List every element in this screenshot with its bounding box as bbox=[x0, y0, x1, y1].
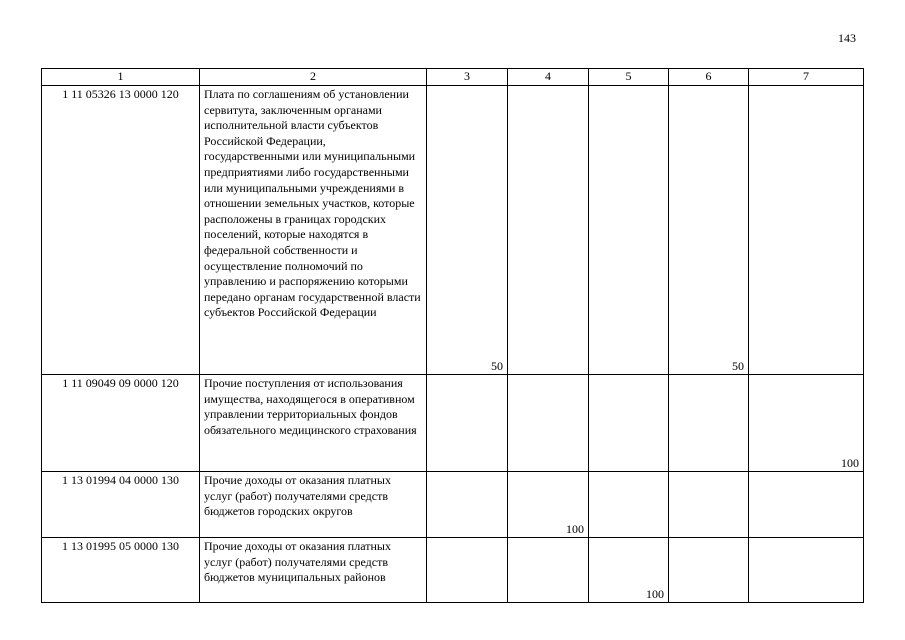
value-cell bbox=[427, 472, 508, 538]
value-cell bbox=[508, 538, 589, 603]
table-row bbox=[42, 472, 864, 538]
value-text: 50 bbox=[491, 359, 503, 373]
value-cell bbox=[589, 538, 669, 603]
column-header: 6 bbox=[669, 69, 749, 86]
value-text: 100 bbox=[566, 522, 584, 536]
value-cell bbox=[508, 472, 589, 538]
budget-code-cell: 1 11 05326 13 0000 120 bbox=[42, 86, 200, 375]
value-text: 50 bbox=[732, 359, 744, 373]
budget-code-cell: 1 13 01995 05 0000 130 bbox=[42, 538, 200, 603]
budget-code-cell: 1 13 01994 04 0000 130 bbox=[42, 472, 200, 538]
budget-code-cell: 1 11 09049 09 0000 120 bbox=[42, 375, 200, 472]
value-cell bbox=[749, 375, 864, 472]
column-header: 3 bbox=[427, 69, 508, 86]
table-row bbox=[42, 86, 864, 375]
value-cell bbox=[508, 375, 589, 472]
column-header: 1 bbox=[42, 69, 200, 86]
value-cell bbox=[508, 86, 589, 375]
value-cell bbox=[427, 538, 508, 603]
revenue-table bbox=[41, 68, 864, 603]
value-cell bbox=[589, 472, 669, 538]
value-cell bbox=[427, 86, 508, 375]
value-cell bbox=[669, 375, 749, 472]
column-header: 2 bbox=[200, 69, 427, 86]
value-cell bbox=[749, 472, 864, 538]
value-cell bbox=[589, 375, 669, 472]
value-text: 100 bbox=[841, 456, 859, 470]
value-cell bbox=[589, 86, 669, 375]
description-cell: Прочие доходы от оказания платных услуг (работ) получателями средств бюджетов городских округов bbox=[200, 472, 427, 538]
value-cell bbox=[749, 86, 864, 375]
column-header: 7 bbox=[749, 69, 864, 86]
page-number: 143 bbox=[838, 31, 856, 45]
value-cell bbox=[427, 375, 508, 472]
value-cell bbox=[749, 538, 864, 603]
description-cell: Плата по соглашениям об установлении сервитута, заключенным органами исполнительной власти субъектов Российской Федерации, государственными или муниципальными предприятиями либо государственными или муниципальными учреждениями в отношении земельных участков, которые расположены в границах городских поселений, которые находятся в федеральной собственности и осуществление полномочий по управлению и распоряжению которыми передано органам государственной власти субъектов Российской Федерации bbox=[200, 86, 427, 375]
value-cell bbox=[669, 472, 749, 538]
column-number-row bbox=[42, 69, 864, 86]
value-cell bbox=[669, 86, 749, 375]
value-text: 100 bbox=[646, 587, 664, 601]
column-header: 4 bbox=[508, 69, 589, 86]
description-cell: Прочие поступления от использования имущества, находящегося в оперативном управлении территориальных фондов обязательного медицинского страхования bbox=[200, 375, 427, 472]
value-cell bbox=[669, 538, 749, 603]
column-header: 5 bbox=[589, 69, 669, 86]
table-row bbox=[42, 375, 864, 472]
table-row bbox=[42, 538, 864, 603]
description-cell: Прочие доходы от оказания платных услуг (работ) получателями средств бюджетов муниципальных районов bbox=[200, 538, 427, 603]
